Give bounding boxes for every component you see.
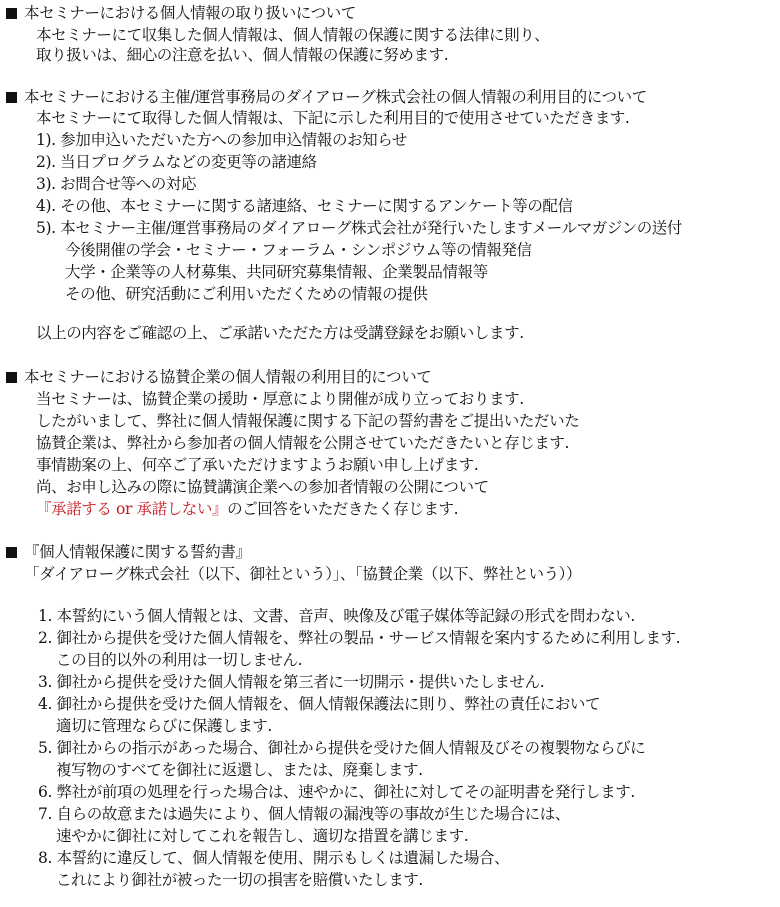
pledge-item-continuation: 適切に管理ならびに保護します. — [56, 717, 272, 735]
section-3-text: 協賛企業は、弊社から参加者の個人情報を公開させていただきたいと存じます. — [36, 434, 570, 452]
pledge-item: 2. 御社から提供を受けた個人情報を、弊社の製品・サービス情報を案内するために利用します. — [38, 629, 681, 647]
square-bullet-icon — [6, 8, 17, 19]
section-1-text: 取り扱いは、細心の注意を払い、個人情報の保護に努めます. — [36, 46, 449, 64]
section-4-heading: 『個人情報保護に関する誓約書』 — [6, 541, 251, 563]
pledge-item: 5. 御社からの指示があった場合、御社から提供を受けた個人情報及びその複製物ならびに — [38, 739, 646, 757]
pledge-item: 1. 本誓約にいう個人情報とは、文書、音声、映像及び電子媒体等記録の形式を問わない. — [38, 607, 635, 625]
section-3-text: したがいまして、弊社に個人情報保護に関する下記の誓約書をご提出いただいた — [36, 412, 580, 430]
section-2-intro: 本セミナーにて取得した個人情報は、下記に示した利用目的で使用させていただきます. — [36, 109, 630, 127]
section-3-text: 事情勘案の上、何卒ご了承いただけますようお願い申し上げます. — [36, 456, 479, 474]
section-3-text: 当セミナーは、協賛企業の援助・厚意により開催が成り立っております. — [36, 390, 524, 408]
pledge-parties: 「ダイアローグ株式会社（以下、御社という）」、「協賛企業（以下、弊社という）） — [24, 565, 582, 583]
pledge-item-continuation: これにより御社が被った一切の損害を賠償いたします. — [56, 871, 423, 889]
pledge-item-continuation: 複写物のすべてを御社に返還し、または、廃棄します. — [56, 761, 423, 779]
section-2-heading: 本セミナーにおける主催/運営事務局のダイアローグ株式会社の個人情報の利用目的について — [6, 86, 647, 108]
pledge-item-continuation: この目的以外の利用は一切しません. — [56, 651, 303, 669]
pledge-item: 3. 御社から提供を受けた個人情報を第三者に一切開示・提供いたしません. — [38, 673, 545, 691]
section-3-text: 尚、お申し込みの際に協賛講演企業への参加者情報の公開について — [36, 478, 489, 496]
square-bullet-icon — [6, 92, 17, 103]
square-bullet-icon — [6, 547, 17, 558]
pledge-item: 6. 弊社が前項の処理を行った場合は、速やかに、御社に対してその証明書を発行します. — [38, 783, 635, 801]
section-2-closing: 以上の内容をご確認の上、ご承諾いただた方は受講登録をお願いします. — [36, 324, 524, 342]
list-item: 4). その他、本セミナーに関する諸連絡、セミナーに関するアンケート等の配信 — [36, 197, 573, 215]
square-bullet-icon — [6, 372, 17, 383]
sub-list-item: その他、研究活動にご利用いただくための情報の提供 — [65, 285, 428, 303]
pledge-item: 8. 本誓約に違反して、個人情報を使用、開示もしくは遺漏した場合、 — [38, 849, 510, 867]
sub-list-item: 大学・企業等の人材募集、共同研究募集情報、企業製品情報等 — [65, 263, 488, 281]
list-item: 1). 参加申込いただいた方への参加申込情報のお知らせ — [36, 131, 407, 149]
pledge-item: 7. 自らの故意または過失により、個人情報の漏洩等の事故が生じた場合には、 — [38, 805, 570, 823]
section-3-choice: 『承諾する or 承諾しない』のご回答をいただきたく存じます. — [36, 500, 459, 518]
pledge-item-continuation: 速やかに御社に対してこれを報告し、適切な措置を講じます. — [56, 827, 469, 845]
section-1-heading: 本セミナーにおける個人情報の取り扱いについて — [6, 2, 356, 24]
section-1-text: 本セミナーにて収集した個人情報は、個人情報の保護に関する法律に則り、 — [36, 26, 550, 44]
list-item: 5). 本セミナー主催/運営事務局のダイアローグ株式会社が発行いたしますメールマガジンの送付 — [36, 219, 682, 237]
section-3-heading: 本セミナーにおける協賛企業の個人情報の利用目的について — [6, 366, 431, 388]
pledge-item: 4. 御社から提供を受けた個人情報を、個人情報保護法に則り、弊社の責任において — [38, 695, 601, 713]
list-item: 2). 当日プログラムなどの変更等の諸連絡 — [36, 153, 317, 171]
list-item: 3). お問合せ等への対応 — [36, 175, 197, 193]
consent-choice-highlight: 『承諾する or 承諾しない』 — [36, 500, 228, 518]
sub-list-item: 今後開催の学会・セミナー・フォーラム・シンポジウム等の情報発信 — [65, 241, 532, 259]
